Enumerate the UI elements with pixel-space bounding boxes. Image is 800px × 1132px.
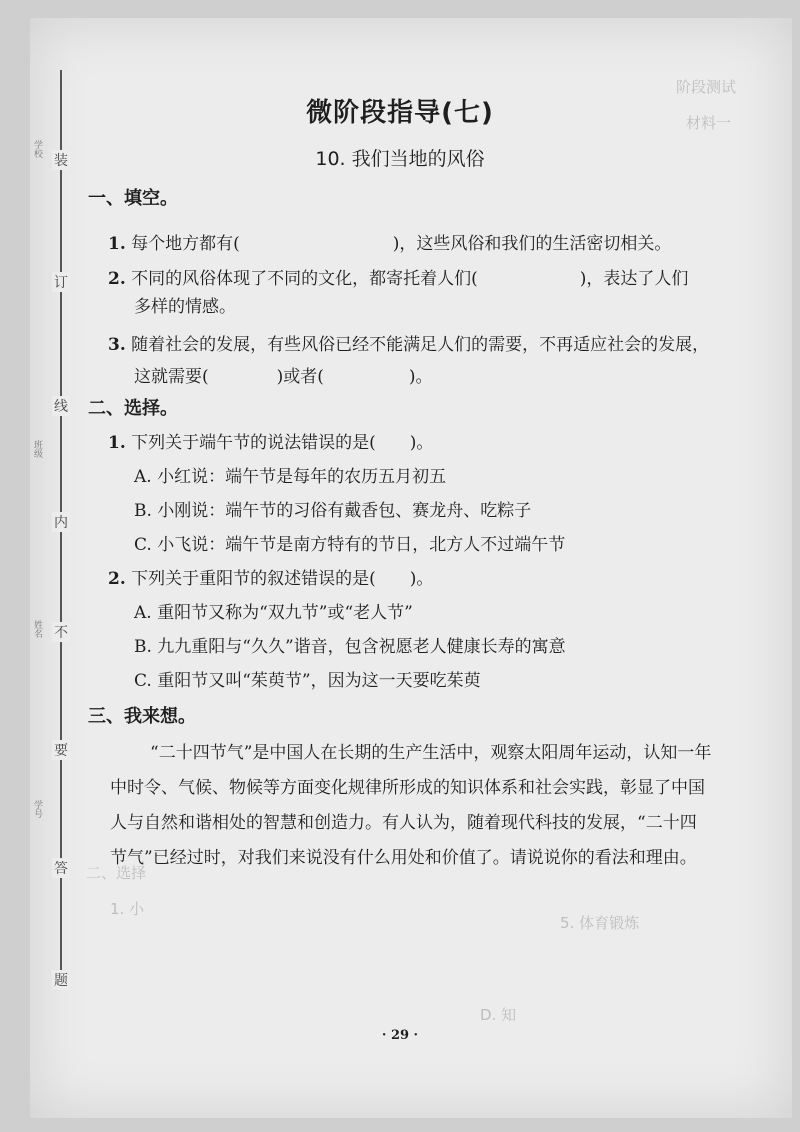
question	[108, 564, 433, 589]
binding-char: 内	[52, 512, 70, 532]
question-text-cont: 这就需要( )或者( )。	[134, 367, 433, 387]
paragraph-line: 节气”已经过时，对我们来说没有什么用处和价值了。请说说你的看法和理由。	[110, 848, 697, 868]
question-number: 3.	[108, 335, 126, 355]
paragraph-line: “二十四节气”是中国人在长期的生产生活中，观察太阳周年运动，认知一年	[150, 743, 712, 763]
show-through-text: 二、选择	[86, 864, 147, 882]
show-through-text: 材料一	[686, 114, 732, 132]
question-number: 1.	[108, 234, 126, 254]
page-title: 微阶段指导(七)	[306, 98, 494, 128]
question-text-cont: 多样的情感。	[134, 297, 236, 317]
question	[108, 428, 433, 453]
lesson-title: 10. 我们当地的风俗	[315, 148, 485, 170]
section-heading: 二、选择。	[88, 398, 178, 419]
question-text: 随着社会的发展，有些风俗已经不能满足人们的需要，不再适应社会的发展，	[131, 335, 710, 355]
option-b: B. 小刚说：端午节的习俗有戴香包、赛龙舟、吃粽子	[134, 501, 532, 521]
question-number: 1.	[108, 433, 126, 453]
section-heading: 一、填空。	[88, 188, 178, 209]
question	[108, 229, 671, 254]
show-through-text: D. 知	[480, 1006, 517, 1024]
question-text: 不同的风俗体现了不同的文化，都寄托着人们( )，表达了人们	[131, 269, 689, 289]
binding-char: 题	[52, 970, 70, 990]
question	[108, 330, 709, 355]
option-c: C. 小飞说：端午节是南方特有的节日，北方人不过端午节	[134, 535, 566, 555]
binding-char: 不	[52, 622, 70, 642]
question	[108, 264, 688, 289]
binding-label: 学号	[32, 800, 42, 818]
binding-char: 装	[52, 150, 70, 170]
question-text: 下列关于重阳节的叙述错误的是( )。	[131, 569, 434, 589]
binding-char: 订	[52, 272, 70, 292]
question-number: 2.	[108, 269, 126, 289]
binding-char: 要	[52, 740, 70, 760]
show-through-text: 5. 体育锻炼	[560, 914, 640, 932]
binding-label: 班级	[32, 440, 42, 458]
option-a: A. 重阳节又称为“双九节”或“老人节”	[134, 603, 413, 623]
binding-char: 答	[52, 858, 70, 878]
question-number: 2.	[108, 569, 126, 589]
option-a: A. 小红说：端午节是每年的农历五月初五	[134, 467, 447, 487]
paragraph-line: 中时令、气候、物候等方面变化规律所形成的知识体系和社会实践，彰显了中国	[110, 778, 705, 798]
binding-label: 学校	[32, 140, 42, 158]
section-heading: 三、我来想。	[88, 706, 196, 727]
question-text: 下列关于端午节的说法错误的是( )。	[131, 433, 434, 453]
binding-char: 线	[52, 396, 70, 416]
show-through-text: 阶段测试	[676, 78, 737, 96]
option-c: C. 重阳节又叫“茱萸节”，因为这一天要吃茱萸	[134, 671, 481, 691]
paragraph-line: 人与自然和谐相处的智慧和创造力。有人认为，随着现代科技的发展，“二十四	[110, 813, 697, 833]
question-text: 每个地方都有( )，这些风俗和我们的生活密切相关。	[131, 234, 672, 254]
option-b: B. 九九重阳与“久久”谐音，包含祝愿老人健康长寿的寓意	[134, 637, 566, 657]
page-number: · 29 ·	[381, 1028, 419, 1043]
show-through-text: 1. 小	[110, 900, 145, 918]
binding-label: 姓名	[32, 620, 42, 638]
